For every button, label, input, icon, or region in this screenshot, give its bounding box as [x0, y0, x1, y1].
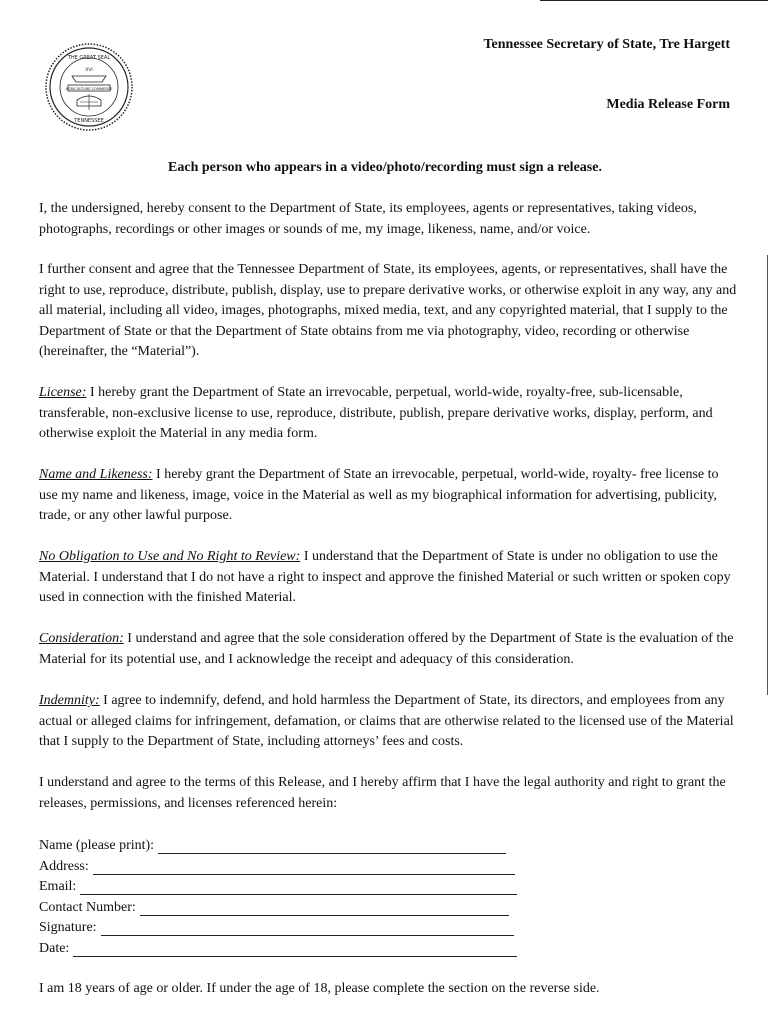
address-label: Address: [39, 859, 89, 874]
margin-rule [767, 255, 768, 695]
contact-label: Contact Number: [39, 900, 136, 915]
date-line[interactable] [73, 942, 517, 957]
state-seal-icon [44, 42, 134, 132]
license-paragraph [39, 383, 739, 445]
date-label: Date: [39, 941, 70, 956]
signature-field[interactable] [39, 916, 514, 936]
age-note: I am 18 years of age or older. If under the age of 18, please complete the section on the reverse side. [39, 981, 600, 996]
svg-text:AGRICULTURE COMMERCE: AGRICULTURE COMMERCE [65, 86, 113, 91]
likeness-paragraph [39, 465, 739, 527]
date-field[interactable] [39, 937, 517, 957]
name-label: Name (please print): [39, 838, 155, 853]
obligation-text: I understand that the Department of State is under no obligation to use the Material. I understand that I do not have a right to inspect and approve the finished Material or such written or spoken copy used in connection with the finished Material. [39, 549, 731, 605]
license-text: I hereby grant the Department of State an irrevocable, perpetual, world-wide, royalty-free, sub-licensable, transferable, non-exclusive license to use, reproduce, distribute, publish, prepare derivative works, display, perform, and otherwise exploit the Material in any media form. [39, 385, 713, 441]
svg-text:THE GREAT SEAL: THE GREAT SEAL [67, 55, 111, 61]
svg-text:TENNESSEE: TENNESSEE [74, 118, 104, 124]
address-field[interactable] [39, 855, 515, 875]
obligation-label: No Obligation to Use and No Right to Review: [39, 549, 301, 564]
office-title: Tennessee Secretary of State, Tre Hargett [483, 37, 730, 52]
consent-paragraph: I, the undersigned, hereby consent to the Department of State, its employees, agents or representatives, taking videos, photographs, recordings or other images or sounds of me, my image, likeness, name, and/or voice. [39, 201, 697, 237]
affirm-paragraph: I understand and agree to the terms of this Release, and I hereby affirm that I have the legal authority and right to grant the releases, permissions, and licenses referenced herein: [39, 775, 726, 811]
indemnity-label: Indemnity: [39, 693, 100, 708]
signature-label: Signature: [39, 920, 97, 935]
consideration-label: Consideration: [39, 631, 124, 646]
email-line[interactable] [80, 880, 517, 895]
email-label: Email: [39, 879, 77, 894]
svg-text:XVI: XVI [85, 68, 93, 73]
further-consent-paragraph: I further consent and agree that the Tennessee Department of State, its employees, agents, or representatives, shall have the right to use, reproduce, distribute, publish, display, use to prepare derivative works, or otherwise exploit in any way, any and all material, including all video, images, photographs, mixed media, text, and any copyrighted material, that I supply to the Department of State or that the Department of State obtains from me via photography, video, recording or otherwise (hereinafter, the “Material”). [39, 262, 737, 359]
name-line[interactable] [158, 839, 506, 854]
address-line[interactable] [93, 860, 515, 875]
indemnity-paragraph [39, 691, 739, 753]
consideration-text: I understand and agree that the sole consideration offered by the Department of State is the evaluation of the Material for its potential use, and I acknowledge the receipt and adequacy of this consideration. [39, 631, 734, 667]
likeness-label: Name and Likeness: [39, 467, 153, 482]
name-field[interactable] [39, 834, 506, 854]
email-field[interactable] [39, 875, 517, 895]
contact-number-field[interactable] [39, 896, 509, 916]
consideration-paragraph [39, 629, 739, 670]
indemnity-text: I agree to indemnify, defend, and hold harmless the Department of State, its directors, and employees from any actual or alleged claims for infringement, defamation, or claims that are otherwise related to the licensed use of the Material that I supply to the Department of State, including attorneys’ fees and costs. [39, 693, 734, 749]
license-label: License: [39, 385, 87, 400]
signature-line[interactable] [101, 921, 514, 936]
likeness-text: I hereby grant the Department of State an irrevocable, perpetual, world-wide, royalty- free license to use my name and likeness, image, voice in the Material as well as my biographical information for advertising, publicity, trade, or any other lawful purpose. [39, 467, 719, 523]
contact-line[interactable] [140, 901, 509, 916]
instruction-heading: Each person who appears in a video/photo/recording must sign a release. [168, 160, 602, 175]
top-rule [540, 0, 768, 1]
form-title: Media Release Form [606, 97, 730, 112]
obligation-paragraph [39, 547, 739, 609]
